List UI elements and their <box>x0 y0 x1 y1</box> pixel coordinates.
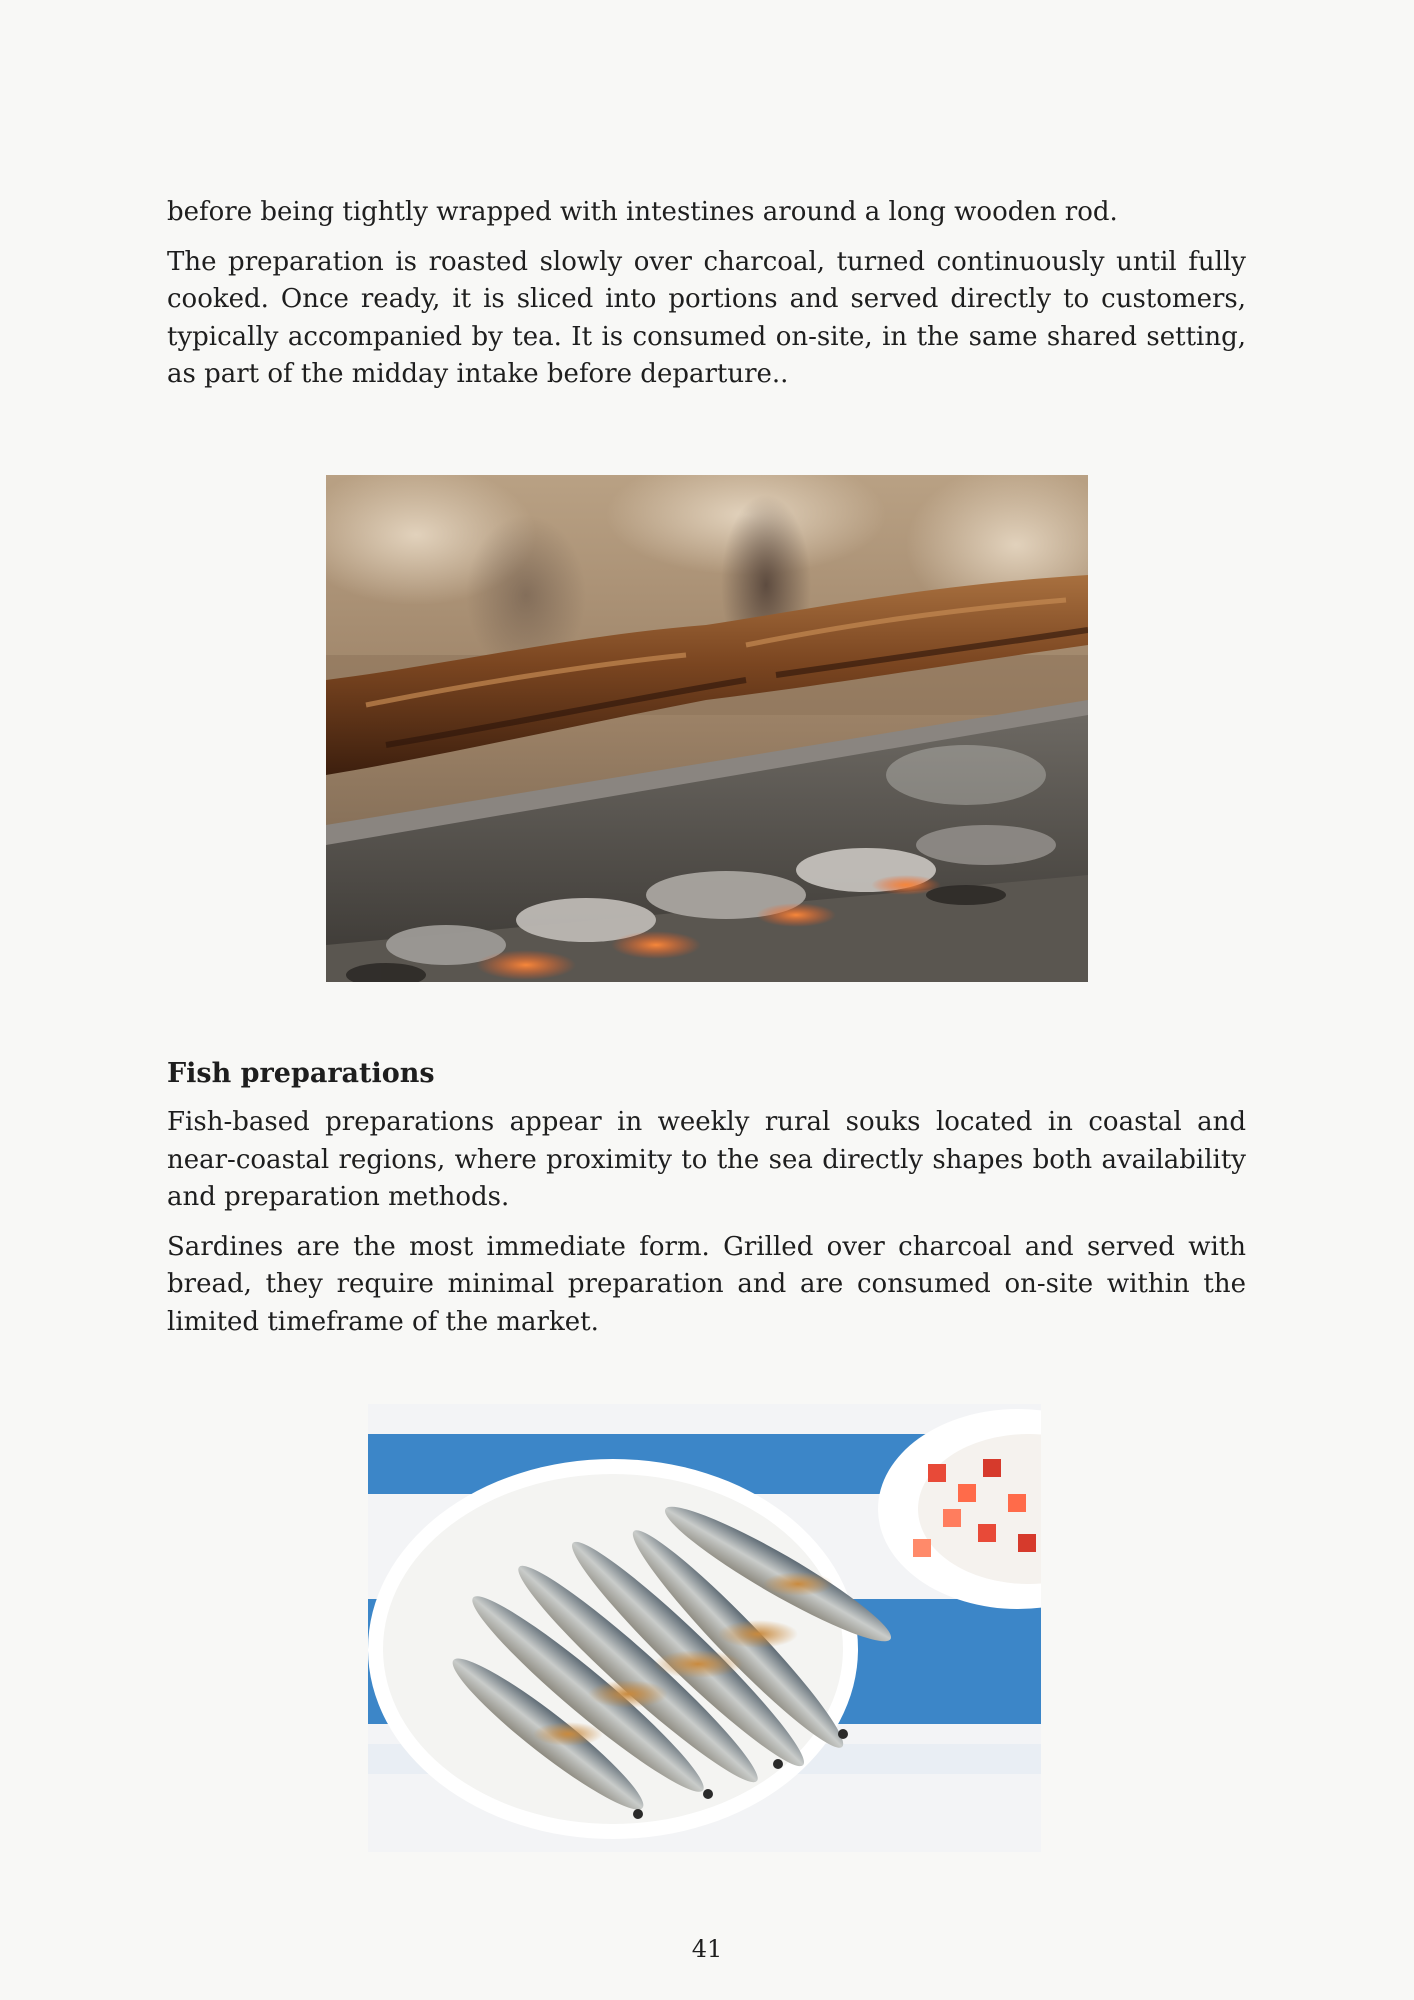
section-heading: Fish preparations <box>167 1058 435 1089</box>
grilled-sardines-photo <box>368 1404 1041 1852</box>
fish-section <box>167 1054 1246 1353</box>
page-number: 41 <box>691 1935 723 1963</box>
fish-intro-paragraph: Fish-based preparations appear in weekly rural souks located in coastal and near-coastal regions, where proximity to the sea directly shapes both availability and preparation methods. <box>167 1107 1246 1212</box>
continued-paragraph: before being tightly wrapped with intestines around a long wooden rod. <box>167 197 1118 227</box>
preparation-paragraph: The preparation is roasted slowly over charcoal, turned continuously until fully cooked. Once ready, it is sliced into portions and served directly to customers, typically accompanied by tea. It is consumed on-site, in the same shared setting, as part of the midday intake before departure.. <box>167 246 1246 389</box>
sardines-paragraph: Sardines are the most immediate form. Grilled over charcoal and served with bread, they require minimal preparation and are consumed on-site within the limited timeframe of the market. <box>167 1231 1246 1337</box>
body-text-top <box>167 194 1246 406</box>
spit-roast-photo <box>326 475 1088 982</box>
